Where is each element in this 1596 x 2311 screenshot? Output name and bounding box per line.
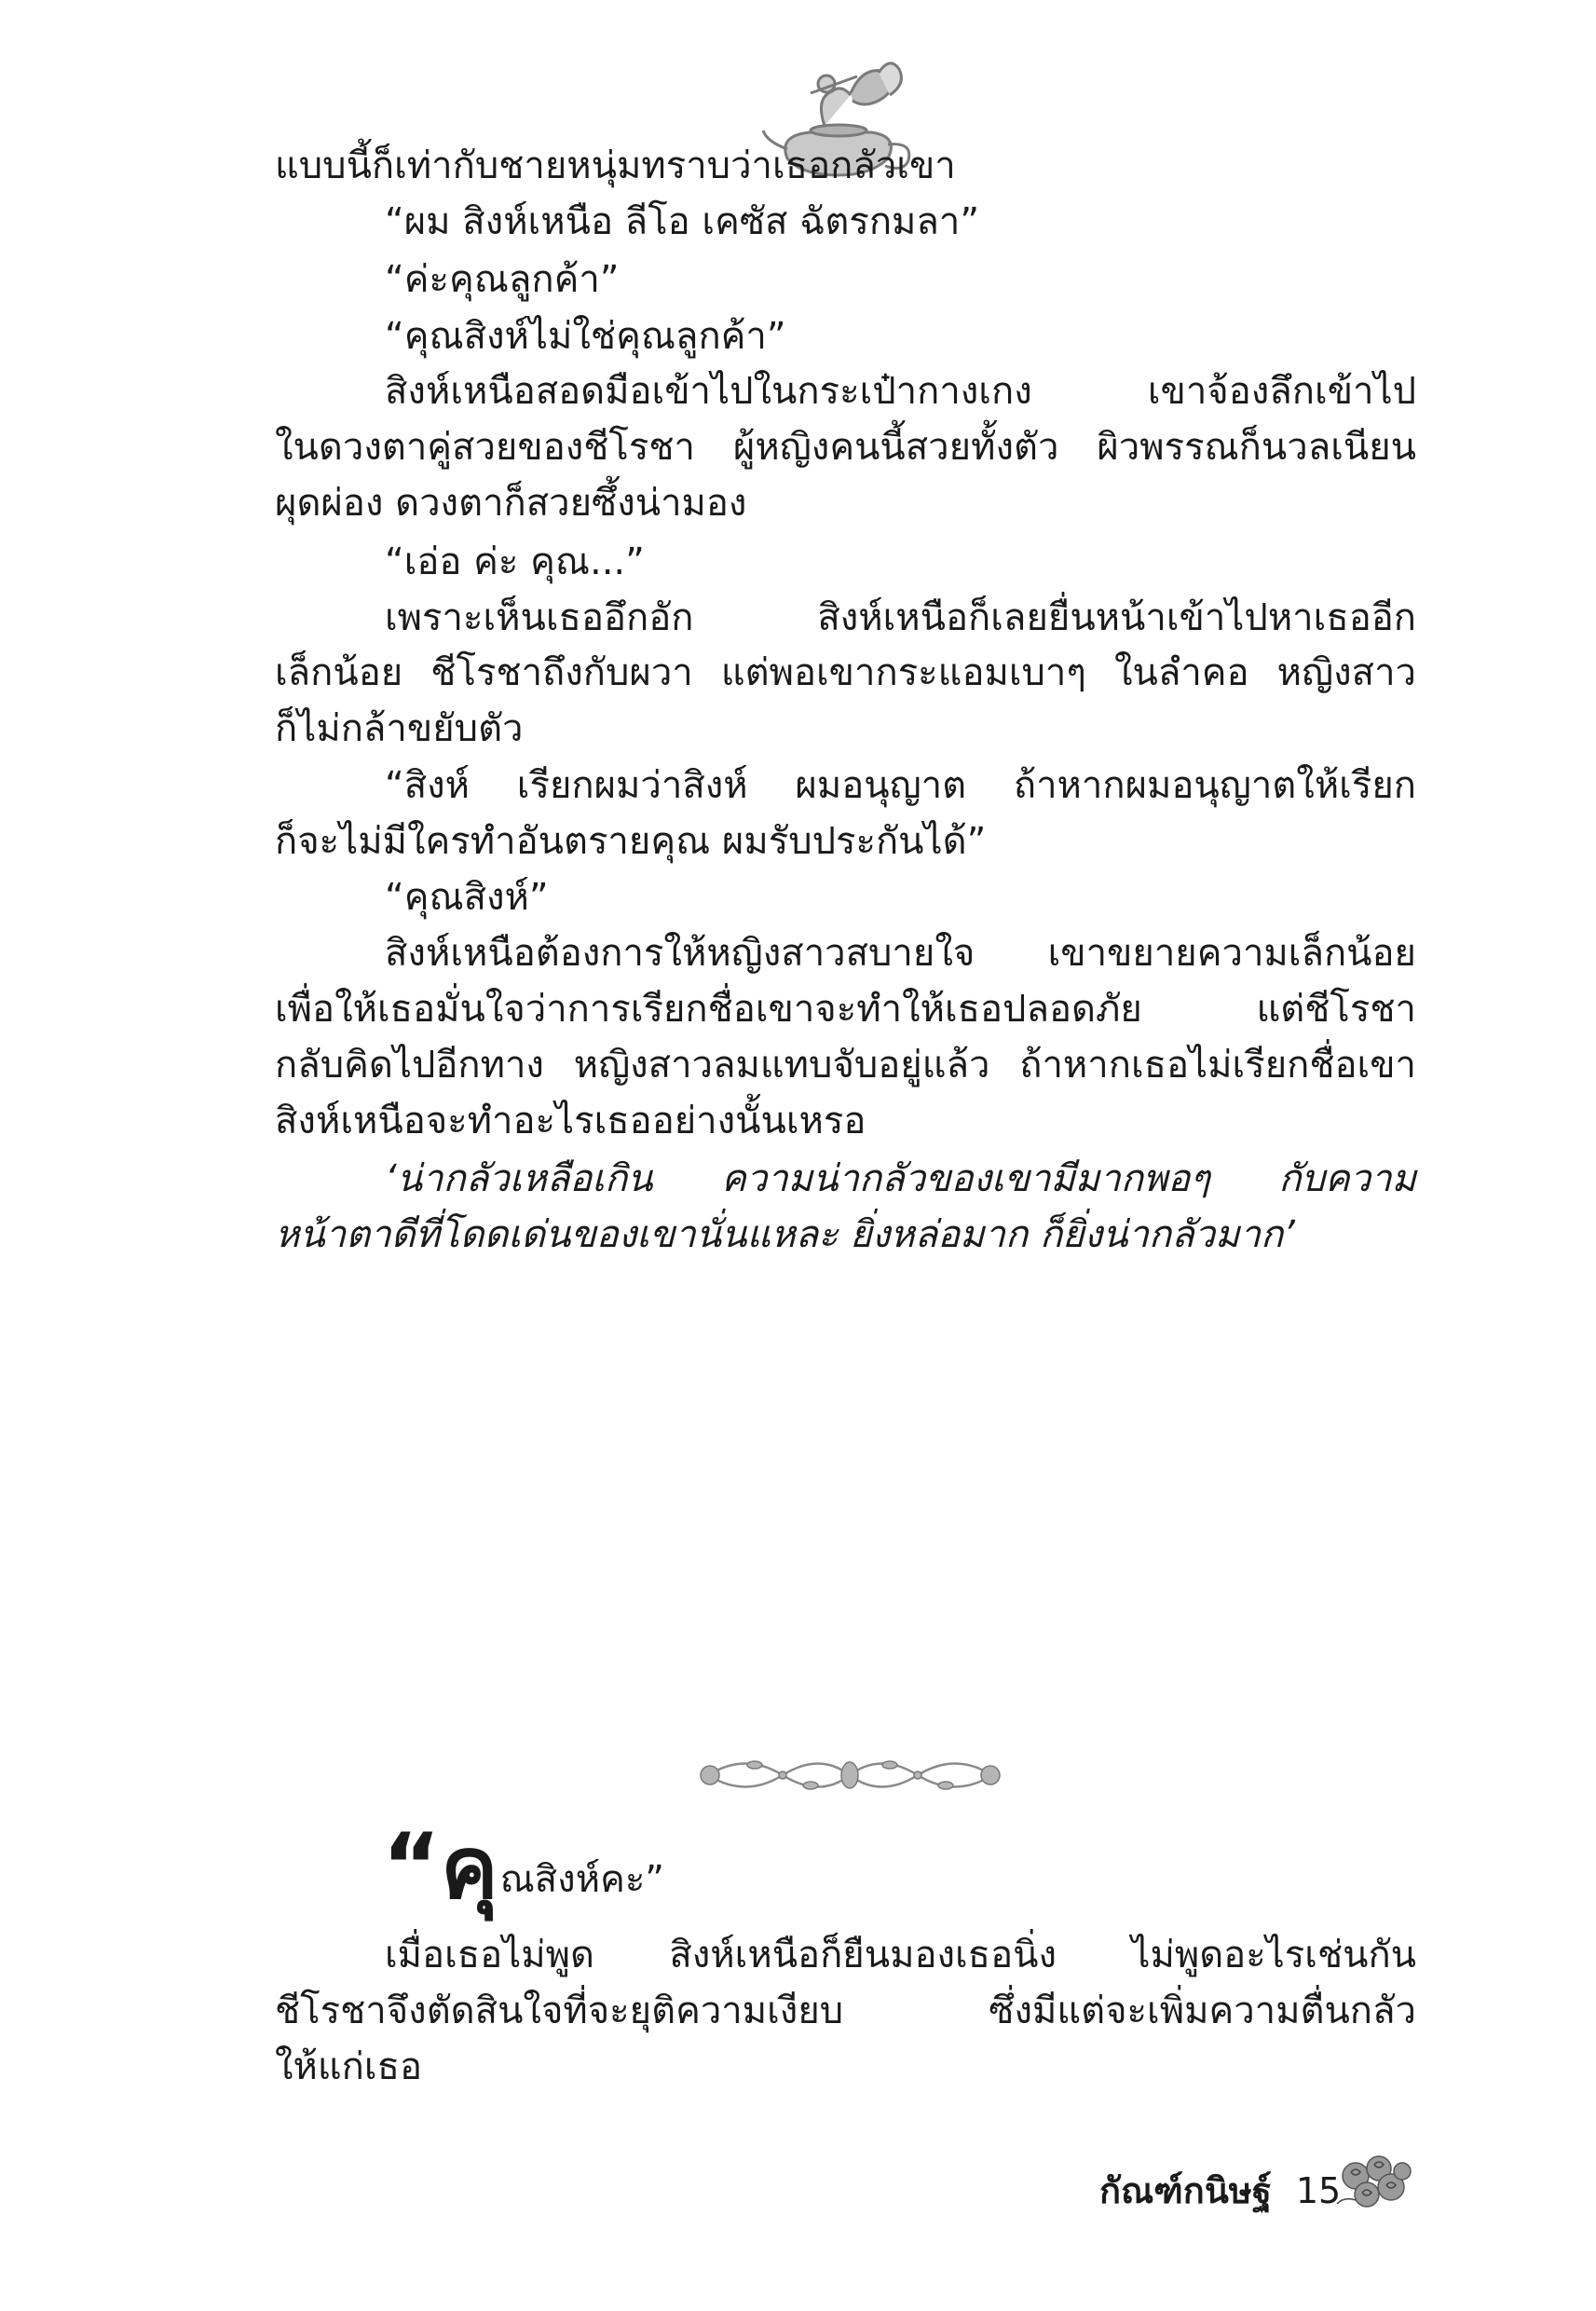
text-line: “เอ่อ ค่ะ คุณ...” [385,540,645,583]
text-line: แบบนี้ก็เท่ากับชายหนุ่มทราบว่าเธอกลัวเขา [275,144,956,187]
floral-vine-divider [689,1733,1011,1817]
text-line: สิงห์เหนือต้องการให้หญิงสาวสบายใจ เขาขยายความเล็กน้อย [385,932,1416,975]
text-line: “คุณสิงห์” [385,876,549,919]
text-line-italic: ‘น่ากลัวเหลือเกิน ความน่ากลัวของเขามีมากพอๆ กับความ [385,1157,1416,1200]
text-line: สิงห์เหนือสอดมือเข้าไปในกระเป๋ากางเกง เขาจ้องลึกเข้าไป [385,370,1416,413]
text-line: ในดวงตาคู่สวยของชีโรชา ผู้หญิงคนนี้สวยทั้งตัว ผิวพรรณก็นวลเนียน [275,426,1416,469]
text-line: “คุณสิงห์ไม่ใช่คุณลูกค้า” [385,315,786,358]
text-line: ให้แก่เธอ [275,2045,423,2088]
author-name: กัณฑ์กนิษฐ์ [1099,2170,1272,2211]
text-line: ผุดผ่อง ดวงตาก็สวยซึ้งน่ามอง [275,482,747,525]
text-line: “ค่ะคุณลูกค้า” [385,258,620,301]
flower-bouquet-icon [1328,2148,1416,2218]
text-line: ชีโรชาจึงตัดสินใจที่จะยุติความเงียบ ซึ่งมีแต่จะเพิ่มความตื่นกลัว [275,1990,1416,2032]
opening-text: ณสิงห์คะ” [499,1858,665,1901]
text-line: “ผม สิงห์เหนือ ลีโอ เคซัส ฉัตรกมลา” [385,200,980,243]
page-footer [1099,2162,1341,2218]
page-number: 15 [1295,2170,1342,2211]
text-line: เล็กน้อย ชีโรชาถึงกับผวา แต่พอเขากระแอมเบาๆ ในลำคอ หญิงสาว [275,651,1416,694]
text-line: กลับคิดไปอีกทาง หญิงสาวลมแทบจับอยู่แล้ว ถ้าหากเธอไม่เรียกชื่อเขา [275,1044,1416,1087]
text-line: ก็จะไม่มีใครทำอันตรายคุณ ผมรับประกันได้” [275,820,987,863]
text-line: สิงห์เหนือจะทำอะไรเธออย่างนั้นเหรอ [275,1100,866,1142]
dropcap-letter: คุ [441,1818,498,1918]
section-opening [382,1814,665,1919]
text-line: เมื่อเธอไม่พูด สิงห์เหนือก็ยืนมองเธอนิ่ง ไม่พูดอะไรเช่นกัน [385,1934,1416,1976]
text-line: เพื่อให้เธอมั่นใจว่าการเรียกชื่อเขาจะทำให้เธอปลอดภัย แต่ชีโรชา [275,988,1416,1031]
text-line: ก็ไม่กล้าขยับตัว [275,707,524,750]
dropcap-quote: “ [382,1814,442,1919]
text-line: “สิงห์ เรียกผมว่าสิงห์ ผมอนุญาต ถ้าหากผมอนุญาตให้เรียก [385,764,1416,807]
text-line: เพราะเห็นเธออึกอัก สิงห์เหนือก็เลยยื่นหน้าเข้าไปหาเธออีก [385,596,1416,639]
text-line-italic: หน้าตาดีที่โดดเด่นของเขานั่นแหละ ยิ่งหล่อมาก ก็ยิ่งน่ากลัวมาก’ [275,1213,1295,1256]
